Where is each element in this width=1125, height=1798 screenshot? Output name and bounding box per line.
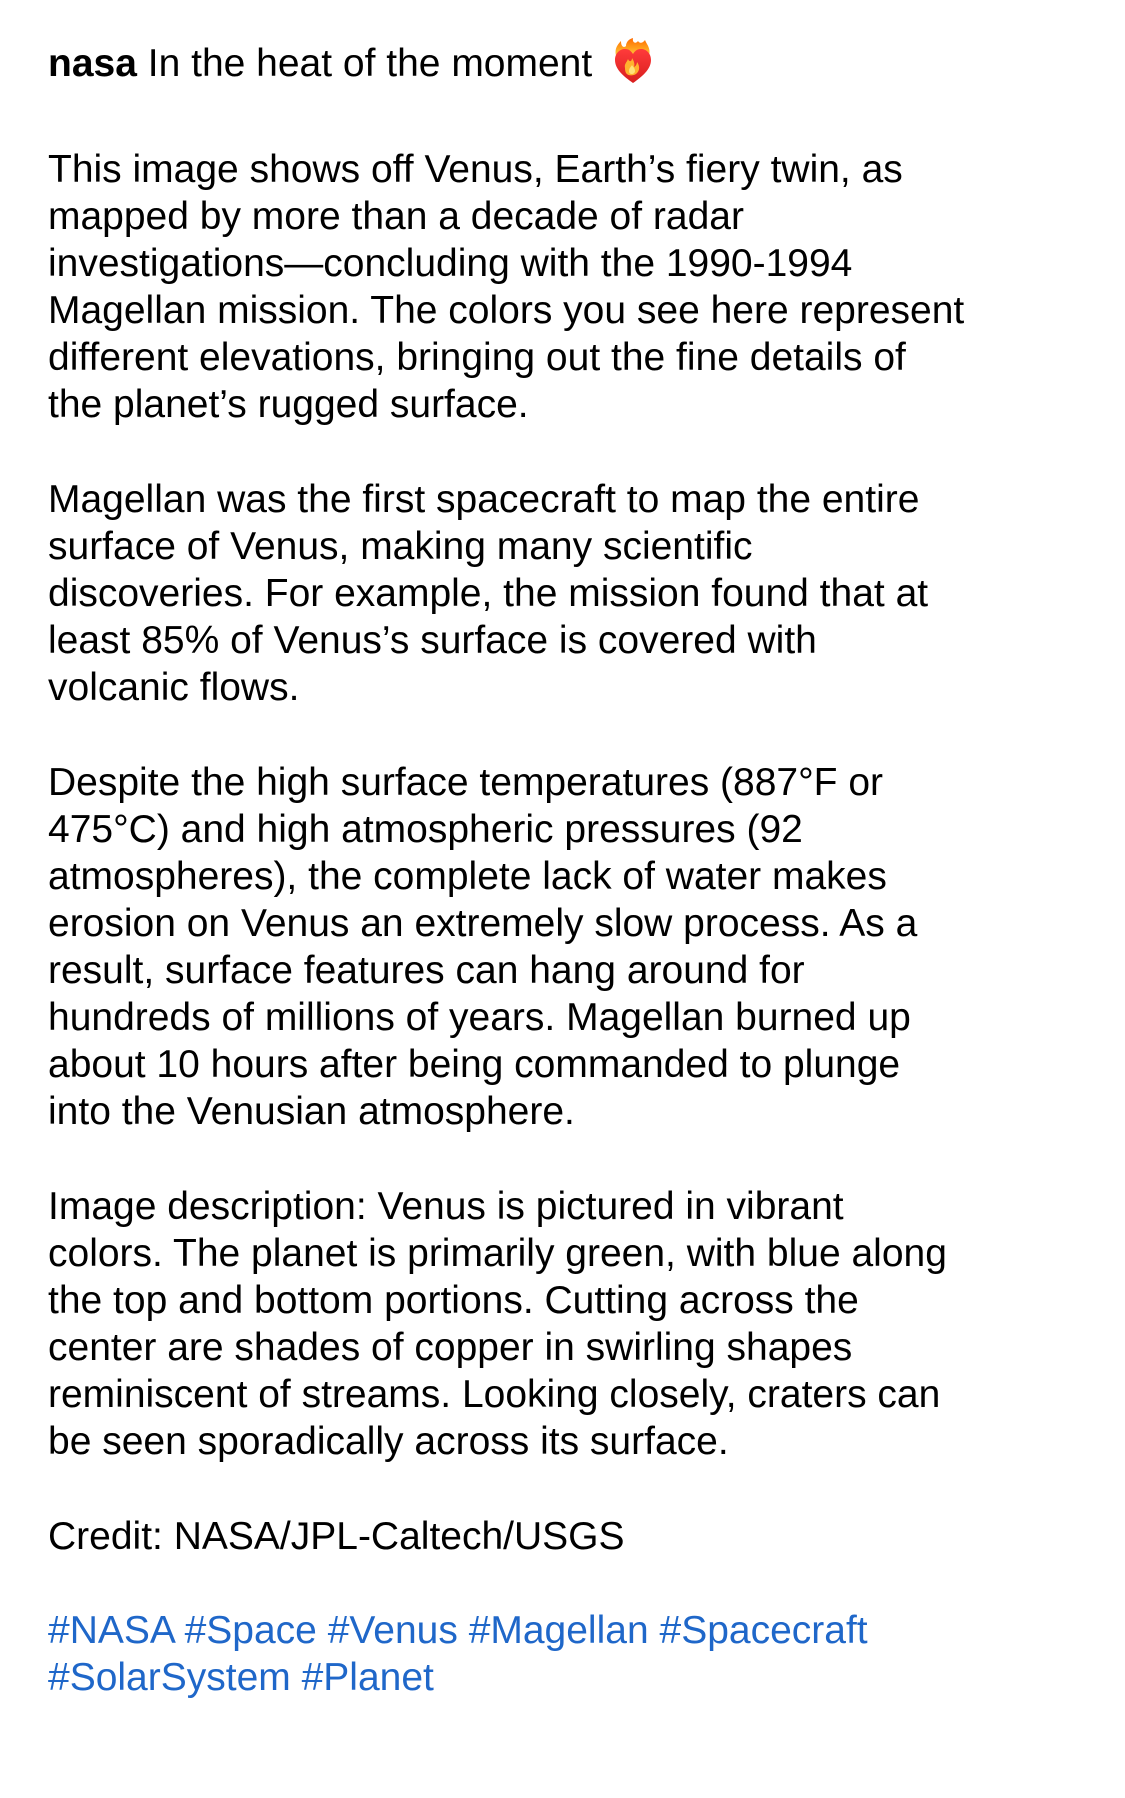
caption-paragraph-4: Image description: Venus is pictured in vibrant colors. The planet is primarily green, with blue along the top and bottom portions. Cutting across the center are shades of copper in swirling shapes reminiscent of streams. Looking closely, craters can be seen sporadically across its surface. bbox=[48, 1185, 947, 1463]
post-caption bbox=[48, 0, 1088, 1701]
hashtag-solarsystem[interactable]: #SolarSystem bbox=[48, 1656, 291, 1699]
hashtag-planet[interactable]: #Planet bbox=[301, 1656, 434, 1699]
hashtag-list bbox=[48, 1607, 1088, 1701]
caption-credit: Credit: NASA/JPL-Caltech/USGS bbox=[48, 1515, 625, 1558]
heart-on-fire-emoji-icon bbox=[609, 38, 657, 86]
hashtag-spacecraft[interactable]: #Spacecraft bbox=[659, 1609, 868, 1652]
caption-paragraph-3: Despite the high surface temperatures (887°F or 475°C) and high atmospheric pressures (92 atmospheres), the complete lack of water makes erosion on Venus an extremely slow process. As a result, surface features can hang around for hundreds of millions of years. Magellan burned up about 10 hours after being commanded to plunge into the Venusian atmosphere. bbox=[48, 761, 918, 1133]
caption-headline: In the heat of the moment bbox=[147, 42, 593, 85]
hashtag-nasa[interactable]: #NASA bbox=[48, 1609, 174, 1652]
hashtag-magellan[interactable]: #Magellan bbox=[468, 1609, 649, 1652]
username-link[interactable]: nasa bbox=[48, 42, 137, 85]
caption-paragraph-1: This image shows off Venus, Earth’s fiery twin, as mapped by more than a decade of radar investigations—concluding with the 1990-1994 Magellan mission. The colors you see here represent different elevations, bringing out the fine details of the planet’s rugged surface. bbox=[48, 148, 965, 426]
caption-headline-line bbox=[48, 38, 1088, 87]
hashtag-venus[interactable]: #Venus bbox=[327, 1609, 458, 1652]
caption-paragraph-2: Magellan was the first spacecraft to map the entire surface of Venus, making many scientific discoveries. For example, the mission found that at least 85% of Venus’s surface is covered with volcanic flows. bbox=[48, 478, 929, 709]
hashtag-space[interactable]: #Space bbox=[184, 1609, 317, 1652]
